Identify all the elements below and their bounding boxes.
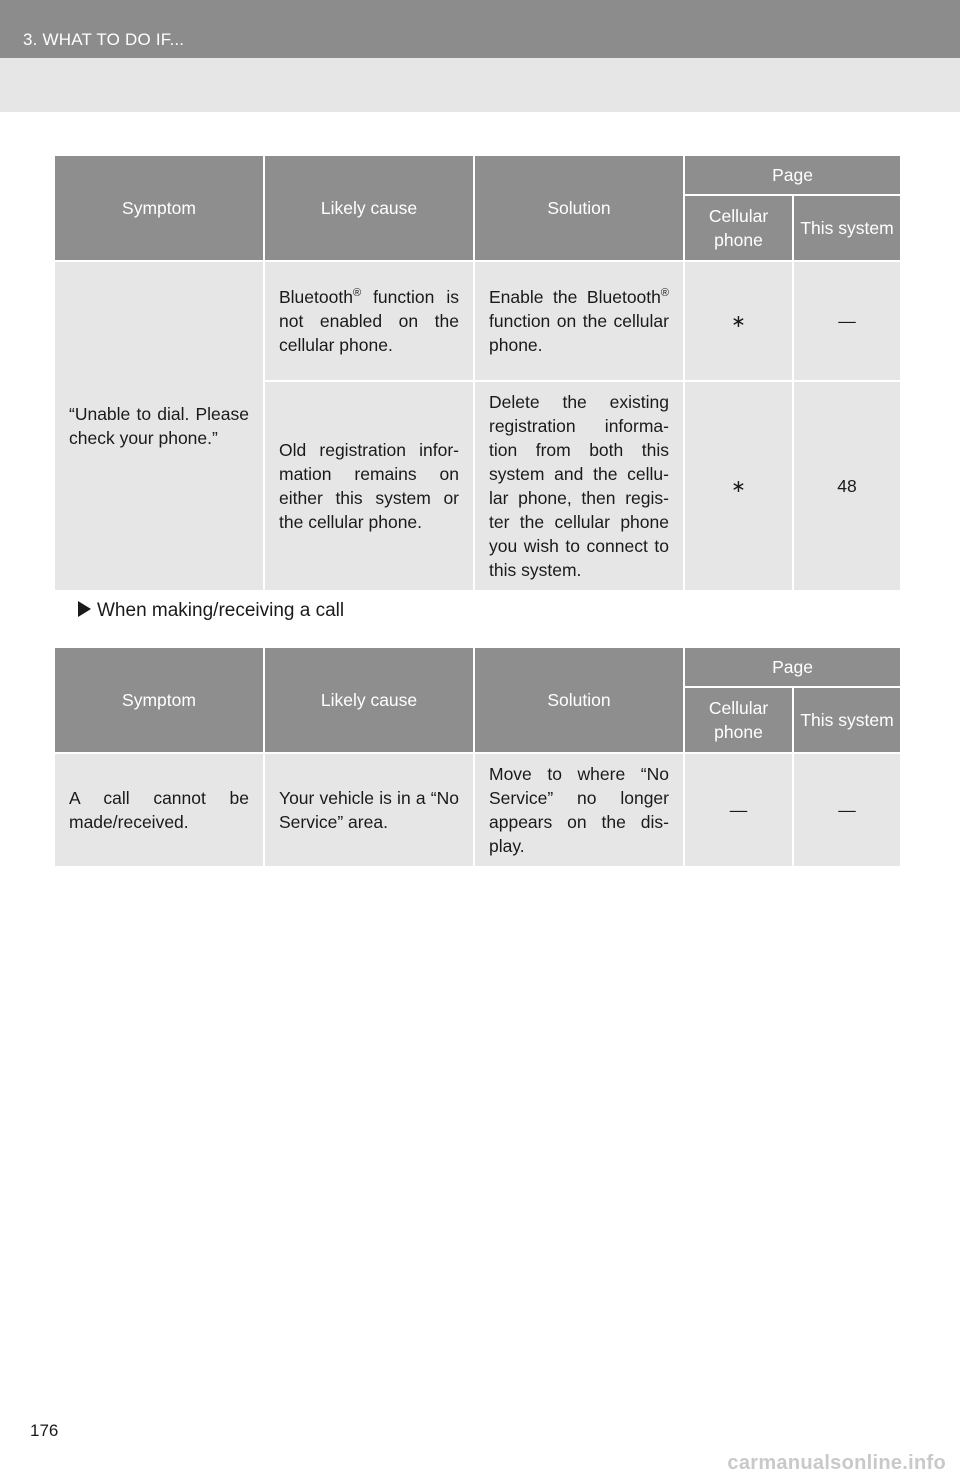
header-page: Page bbox=[684, 155, 901, 195]
header-bar bbox=[0, 0, 960, 58]
this-system-page-cell: 48 bbox=[793, 381, 901, 591]
triangle-bullet-icon bbox=[78, 601, 91, 617]
header-subbar bbox=[0, 58, 960, 112]
cause-cell: Bluetooth® function is not enabled on the cellular phone. bbox=[264, 261, 474, 381]
watermark: carmanualsonline.info bbox=[727, 1452, 946, 1474]
header-symptom: Symptom bbox=[54, 155, 264, 261]
troubleshooting-table-dial bbox=[53, 154, 902, 592]
page-number: 176 bbox=[30, 1421, 59, 1440]
solution-cell: Move to where “No Service” no longer appears on the dis-play. bbox=[474, 753, 684, 867]
header-symptom: Symptom bbox=[54, 647, 264, 753]
header-page: Page bbox=[684, 647, 901, 687]
troubleshooting-table-call bbox=[53, 646, 902, 868]
symptom-cell: A call cannot be made/received. bbox=[54, 753, 264, 867]
this-system-page-cell: — bbox=[793, 261, 901, 381]
table-row bbox=[54, 753, 901, 867]
section-title: 3. WHAT TO DO IF... bbox=[23, 30, 185, 49]
this-system-page-cell: — bbox=[793, 753, 901, 867]
solution-cell: Delete the existing registration informa-tion from both this system and the cellu-lar phone, then regis-ter the cellular phone you wish to connect to this system. bbox=[474, 381, 684, 591]
cellular-phone-page-cell: ∗ bbox=[684, 261, 793, 381]
header-this-system: This system bbox=[793, 687, 901, 753]
solution-cell: Enable the Bluetooth® function on the cellular phone. bbox=[474, 261, 684, 381]
header-cellular-phone: Cellular phone bbox=[684, 195, 793, 261]
header-solution: Solution bbox=[474, 647, 684, 753]
section-heading: When making/receiving a call bbox=[78, 600, 344, 622]
header-likely-cause: Likely cause bbox=[264, 647, 474, 753]
header-this-system: This system bbox=[793, 195, 901, 261]
cellular-phone-page-cell: ∗ bbox=[684, 381, 793, 591]
cellular-phone-page-cell: — bbox=[684, 753, 793, 867]
header-likely-cause: Likely cause bbox=[264, 155, 474, 261]
cause-cell: Your vehicle is in a “No Service” area. bbox=[264, 753, 474, 867]
table-row bbox=[54, 261, 901, 381]
header-solution: Solution bbox=[474, 155, 684, 261]
symptom-cell: “Unable to dial. Please check your phone.” bbox=[54, 261, 264, 591]
cause-cell: Old registration infor-mation remains on either this system or the cellular phone. bbox=[264, 381, 474, 591]
header-cellular-phone: Cellular phone bbox=[684, 687, 793, 753]
